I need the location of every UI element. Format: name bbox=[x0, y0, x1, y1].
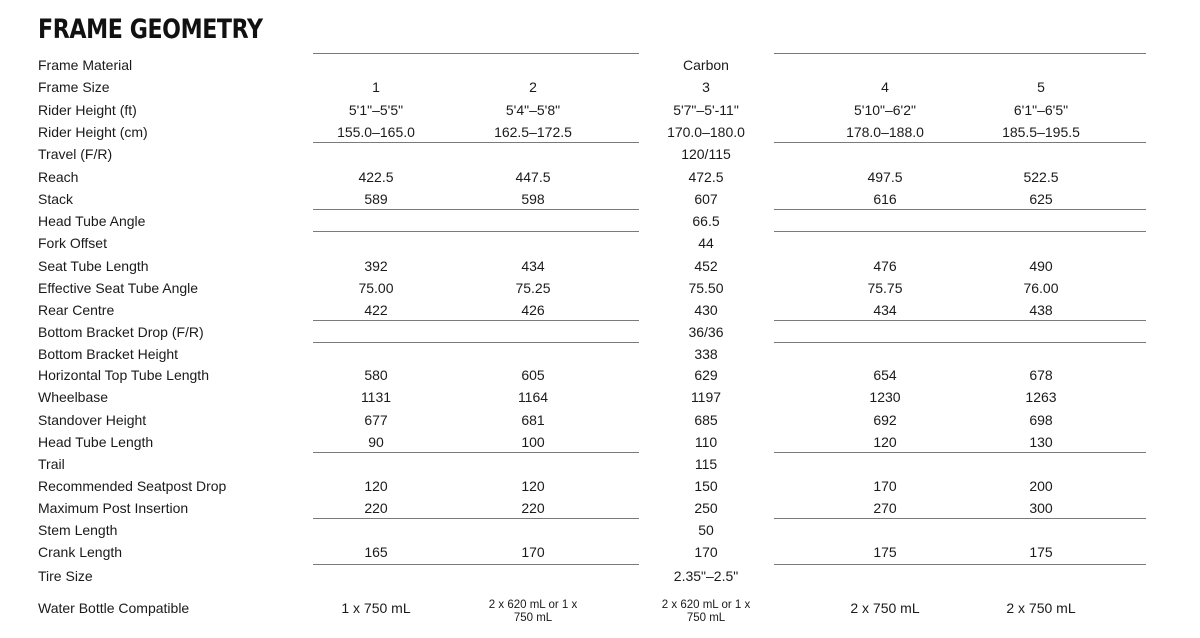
divider-line bbox=[774, 53, 1146, 54]
table-row bbox=[0, 54, 1200, 76]
size-4-value: 175 bbox=[873, 544, 897, 560]
size-2-value: 170 bbox=[521, 544, 545, 560]
row-label: Fork Offset bbox=[38, 235, 107, 251]
divider-line bbox=[313, 320, 639, 321]
size-3-value: 110 bbox=[694, 434, 718, 450]
size-3-value: 3 bbox=[702, 79, 710, 95]
divider-line bbox=[774, 564, 1146, 565]
size-5-value: 2 x 750 mL bbox=[1006, 600, 1076, 616]
size-1-value: 90 bbox=[368, 434, 384, 450]
size-3-value: 685 bbox=[694, 412, 718, 428]
size-2-value: 5'4"–5'8" bbox=[505, 102, 561, 118]
size-3-value: 1197 bbox=[690, 389, 722, 405]
row-label: Rider Height (ft) bbox=[38, 102, 137, 118]
table-row bbox=[0, 343, 1200, 365]
row-label: Bottom Bracket Height bbox=[38, 346, 179, 362]
size-2-value: 1164 bbox=[517, 389, 549, 405]
size-3-value: 150 bbox=[694, 478, 718, 494]
divider-line bbox=[313, 142, 639, 143]
shared-value: 115 bbox=[694, 456, 718, 472]
divider-line bbox=[313, 452, 639, 453]
row-label: Trail bbox=[38, 456, 65, 472]
row-label: Frame Material bbox=[38, 57, 133, 73]
table-row bbox=[0, 431, 1200, 453]
table-row bbox=[0, 188, 1200, 210]
table-row bbox=[0, 386, 1200, 408]
size-5-value: 130 bbox=[1029, 434, 1053, 450]
size-5-value: 522.5 bbox=[1023, 169, 1059, 185]
row-label: Seat Tube Length bbox=[38, 258, 149, 274]
size-4-value: 270 bbox=[873, 500, 897, 516]
size-1-value: 677 bbox=[364, 412, 388, 428]
row-label: Stack bbox=[38, 191, 74, 207]
size-5-value: 300 bbox=[1029, 500, 1053, 516]
size-3-value: 5'7"–5'-11" bbox=[673, 102, 739, 118]
size-4-value: 1230 bbox=[869, 389, 901, 405]
row-label: Frame Size bbox=[38, 79, 110, 95]
size-1-value: 165 bbox=[364, 544, 388, 560]
table-row bbox=[0, 565, 1200, 587]
table-row bbox=[0, 255, 1200, 277]
size-5-value: 175 bbox=[1029, 544, 1053, 560]
shared-value: 120/115 bbox=[681, 146, 731, 162]
size-3-value: 607 bbox=[694, 191, 718, 207]
table-row bbox=[0, 597, 1200, 624]
size-4-value: 692 bbox=[873, 412, 897, 428]
size-1-value: 120 bbox=[364, 478, 388, 494]
divider-line bbox=[774, 231, 1146, 232]
size-2-value: 162.5–172.5 bbox=[494, 124, 572, 140]
table-row bbox=[0, 453, 1200, 475]
row-label: Wheelbase bbox=[38, 389, 109, 405]
size-4-value: 75.75 bbox=[867, 280, 903, 296]
divider-line bbox=[774, 142, 1146, 143]
size-5-value: 678 bbox=[1029, 367, 1053, 383]
shared-value: 50 bbox=[698, 522, 714, 538]
size-4-value: 476 bbox=[873, 258, 897, 274]
table-row bbox=[0, 519, 1200, 541]
size-5-value: 438 bbox=[1029, 302, 1053, 318]
size-3-value: 452 bbox=[694, 258, 718, 274]
shared-value: Carbon bbox=[683, 57, 729, 73]
size-1-value: 392 bbox=[364, 258, 388, 274]
size-3-value: 472.5 bbox=[688, 169, 724, 185]
row-label: Standover Height bbox=[38, 412, 147, 428]
size-1-value: 422.5 bbox=[358, 169, 394, 185]
row-label: Head Tube Length bbox=[38, 434, 154, 450]
size-4-value: 5'10"–6'2" bbox=[853, 102, 916, 118]
table-row bbox=[0, 121, 1200, 143]
row-label: Bottom Bracket Drop (F/R) bbox=[38, 324, 204, 340]
size-2-value: 2 x 620 mL or 1 x 750 mL bbox=[488, 599, 578, 624]
size-2-value: 681 bbox=[521, 412, 545, 428]
size-2-value: 220 bbox=[521, 500, 545, 516]
size-5-value: 6'1"–6'5" bbox=[1013, 102, 1069, 118]
size-4-value: 654 bbox=[873, 367, 897, 383]
divider-line bbox=[313, 53, 639, 54]
size-4-value: 434 bbox=[873, 302, 897, 318]
size-4-value: 178.0–188.0 bbox=[846, 124, 924, 140]
size-1-value: 1 bbox=[372, 79, 380, 95]
divider-line bbox=[774, 320, 1146, 321]
size-1-value: 220 bbox=[364, 500, 388, 516]
row-label: Water Bottle Compatible bbox=[38, 600, 190, 616]
size-1-value: 1 x 750 mL bbox=[341, 600, 411, 616]
shared-value: 2.35"–2.5" bbox=[673, 568, 739, 584]
size-4-value: 2 x 750 mL bbox=[850, 600, 920, 616]
shared-value: 66.5 bbox=[692, 213, 720, 229]
size-1-value: 155.0–165.0 bbox=[337, 124, 415, 140]
page-title: FRAME GEOMETRY bbox=[38, 14, 263, 45]
row-label: Crank Length bbox=[38, 544, 123, 560]
divider-line bbox=[313, 209, 639, 210]
table-row bbox=[0, 321, 1200, 343]
size-5-value: 76.00 bbox=[1023, 280, 1059, 296]
size-2-value: 605 bbox=[521, 367, 545, 383]
size-2-value: 426 bbox=[521, 302, 545, 318]
size-3-value: 250 bbox=[694, 500, 718, 516]
size-5-value: 490 bbox=[1029, 258, 1053, 274]
divider-line bbox=[774, 342, 1146, 343]
size-4-value: 497.5 bbox=[867, 169, 903, 185]
table-row bbox=[0, 364, 1200, 386]
row-label: Stem Length bbox=[38, 522, 118, 538]
row-label: Travel (F/R) bbox=[38, 146, 113, 162]
row-label: Effective Seat Tube Angle bbox=[38, 280, 199, 296]
size-1-value: 5'1"–5'5" bbox=[348, 102, 404, 118]
size-5-value: 185.5–195.5 bbox=[1002, 124, 1080, 140]
size-4-value: 616 bbox=[873, 191, 897, 207]
table-row bbox=[0, 299, 1200, 321]
table-row bbox=[0, 409, 1200, 431]
size-5-value: 200 bbox=[1029, 478, 1053, 494]
table-row bbox=[0, 277, 1200, 299]
row-label: Recommended Seatpost Drop bbox=[38, 478, 227, 494]
size-2-value: 598 bbox=[521, 191, 545, 207]
size-2-value: 447.5 bbox=[515, 169, 551, 185]
size-2-value: 75.25 bbox=[515, 280, 551, 296]
divider-line bbox=[313, 342, 639, 343]
size-2-value: 120 bbox=[521, 478, 545, 494]
row-label: Head Tube Angle bbox=[38, 213, 146, 229]
size-1-value: 422 bbox=[364, 302, 388, 318]
row-label: Rear Centre bbox=[38, 302, 115, 318]
size-3-value: 170 bbox=[694, 544, 718, 560]
row-label: Reach bbox=[38, 169, 79, 185]
size-3-value: 2 x 620 mL or 1 x 750 mL bbox=[661, 599, 751, 624]
table-row bbox=[0, 166, 1200, 188]
table-row bbox=[0, 232, 1200, 254]
divider-line bbox=[774, 518, 1146, 519]
row-label: Horizontal Top Tube Length bbox=[38, 367, 209, 383]
divider-line bbox=[313, 564, 639, 565]
size-4-value: 120 bbox=[873, 434, 897, 450]
divider-line bbox=[774, 452, 1146, 453]
divider-line bbox=[774, 209, 1146, 210]
size-4-value: 4 bbox=[881, 79, 889, 95]
size-1-value: 589 bbox=[364, 191, 388, 207]
table-row bbox=[0, 475, 1200, 497]
size-1-value: 75.00 bbox=[358, 280, 394, 296]
table-row bbox=[0, 210, 1200, 232]
size-2-value: 100 bbox=[521, 434, 545, 450]
divider-line bbox=[313, 518, 639, 519]
size-4-value: 170 bbox=[873, 478, 897, 494]
size-3-value: 430 bbox=[694, 302, 718, 318]
divider-line bbox=[313, 231, 639, 232]
row-label: Rider Height (cm) bbox=[38, 124, 148, 140]
size-3-value: 75.50 bbox=[688, 280, 724, 296]
shared-value: 338 bbox=[694, 346, 718, 362]
table-row bbox=[0, 76, 1200, 98]
size-1-value: 580 bbox=[364, 367, 388, 383]
row-label: Tire Size bbox=[38, 568, 93, 584]
size-3-value: 629 bbox=[694, 367, 718, 383]
size-2-value: 434 bbox=[521, 258, 545, 274]
size-5-value: 625 bbox=[1029, 191, 1053, 207]
table-row bbox=[0, 497, 1200, 519]
size-1-value: 1131 bbox=[360, 389, 392, 405]
table-row bbox=[0, 99, 1200, 121]
size-2-value: 2 bbox=[529, 79, 537, 95]
table-row bbox=[0, 143, 1200, 165]
size-5-value: 5 bbox=[1037, 79, 1045, 95]
size-5-value: 698 bbox=[1029, 412, 1053, 428]
size-3-value: 170.0–180.0 bbox=[667, 124, 745, 140]
size-5-value: 1263 bbox=[1025, 389, 1057, 405]
shared-value: 44 bbox=[698, 235, 714, 251]
table-row bbox=[0, 541, 1200, 563]
row-label: Maximum Post Insertion bbox=[38, 500, 189, 516]
shared-value: 36/36 bbox=[688, 324, 724, 340]
